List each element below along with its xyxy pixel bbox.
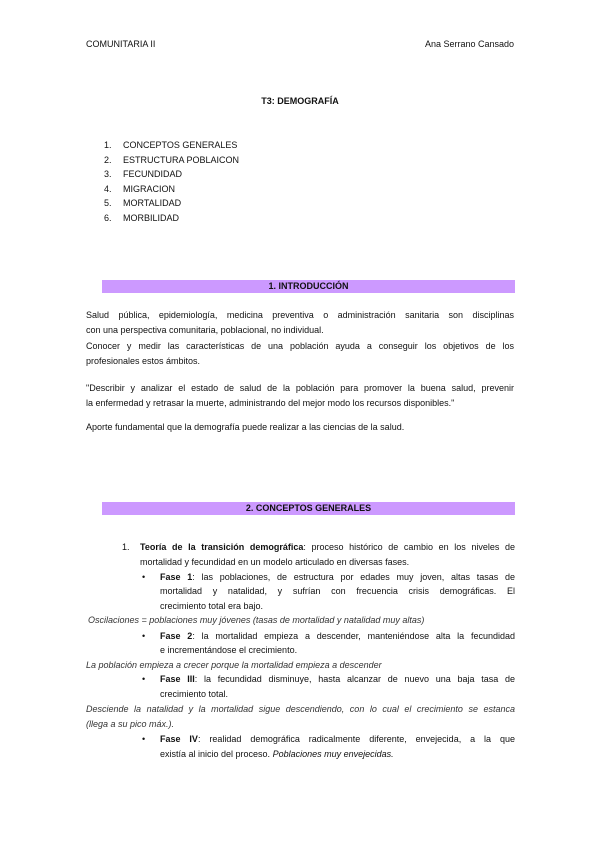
quote-line: la enfermedad y retrasar la muerte, administrando del mejor modo los recursos disponibles." (86, 398, 455, 408)
term: Fase 1 (160, 572, 193, 582)
bullet-line: e incrementándose el crecimiento. (160, 645, 298, 655)
bullet-line (160, 733, 515, 745)
toc-label: MORBILIDAD (123, 213, 180, 223)
term: Teoría de la transición demográfica (140, 542, 304, 552)
paragraph-line: Conocer y medir las características de una población ayuda a conseguir los objetivos de los (86, 341, 514, 351)
toc-label: CONCEPTOS GENERALES (123, 140, 238, 150)
section-heading-introduccion: 1. INTRODUCCIÓN (102, 280, 515, 293)
list-item-line (140, 541, 515, 553)
toc-label: MIGRACION (123, 184, 176, 194)
note: Desciende la natalidad y la mortalidad sigue descendiendo, con lo cual el crecimiento se estanca (86, 704, 515, 714)
text: : las poblaciones, de estructura por edades muy joven, altas tasas de (192, 572, 515, 582)
toc-label: MORTALIDAD (123, 198, 182, 208)
bullet-line (160, 748, 394, 760)
toc-item (104, 197, 182, 209)
toc-item (104, 212, 180, 224)
paragraph-line: Aporte fundamental que la demografía puede realizar a las ciencias de la salud. (86, 422, 405, 432)
term: Fase IV (160, 734, 198, 744)
toc-num: 1. (104, 140, 112, 150)
text: : realidad demográfica radicalmente diferente, envejecida, a la que (197, 734, 515, 744)
text: : la fecundidad disminuye, hasta alcanzar de nuevo una baja tasa de (194, 674, 516, 684)
bullet-line (160, 571, 515, 583)
bullet-line: crecimiento total era bajo. (160, 601, 264, 611)
toc-item (104, 139, 238, 151)
toc-item (104, 154, 240, 166)
note: La población empieza a crecer porque la mortalidad empieza a descender (86, 660, 382, 670)
toc-num: 6. (104, 213, 112, 223)
toc-label: FECUNDIDAD (123, 169, 183, 179)
toc-num: 4. (104, 184, 112, 194)
list-item-line: mortalidad y fecundidad en un modelo articulado en diversas fases. (140, 557, 410, 567)
bullet-line: mortalidad y natalidad, y sufrían con frecuencia crisis demográficas. El (160, 586, 515, 596)
bullet-icon: • (142, 572, 146, 582)
paragraph-line: con una perspectiva comunitaria, poblacional, no individual. (86, 325, 324, 335)
header-right: Ana Serrano Cansado (424, 39, 514, 49)
page-title: T3: DEMOGRAFÍA (261, 96, 339, 106)
bullet-icon: • (142, 631, 146, 641)
term: Fase 2 (160, 631, 193, 641)
quote-line: "Describir y analizar el estado de salud de la población para promover la buena salud, prevenir (86, 383, 514, 393)
toc-item (104, 168, 183, 180)
toc-item (104, 183, 176, 195)
paragraph-line: Salud pública, epidemiología, medicina preventiva o administración sanitaria son disciplinas (86, 310, 514, 320)
bullet-line (160, 630, 515, 642)
list-number: 1. (122, 542, 130, 552)
term: Fase III (160, 674, 195, 684)
text: existía al inicio del proceso. (160, 749, 273, 759)
toc-label: ESTRUCTURA POBLAICON (123, 155, 240, 165)
definition: : proceso histórico de cambio en los niveles de (303, 542, 515, 552)
section-heading-conceptos-generales: 2. CONCEPTOS GENERALES (102, 502, 515, 515)
bullet-line (160, 673, 515, 685)
header-left: COMUNITARIA II (86, 39, 156, 49)
bullet-line: crecimiento total. (160, 689, 229, 699)
bullet-icon: • (142, 734, 146, 744)
bullet-icon: • (142, 674, 146, 684)
note: (llega a su pico máx.). (86, 719, 175, 729)
paragraph-line: profesionales estos ámbitos. (86, 356, 201, 366)
toc-num: 5. (104, 198, 112, 208)
text: : la mortalidad empieza a descender, manteniéndose alta la fecundidad (192, 631, 516, 641)
toc-num: 3. (104, 169, 112, 179)
toc-num: 2. (104, 155, 112, 165)
italic-note: Poblaciones muy envejecidas. (272, 749, 394, 759)
note: Oscilaciones = poblaciones muy jóvenes (tasas de mortalidad y natalidad muy altas) (88, 615, 425, 625)
